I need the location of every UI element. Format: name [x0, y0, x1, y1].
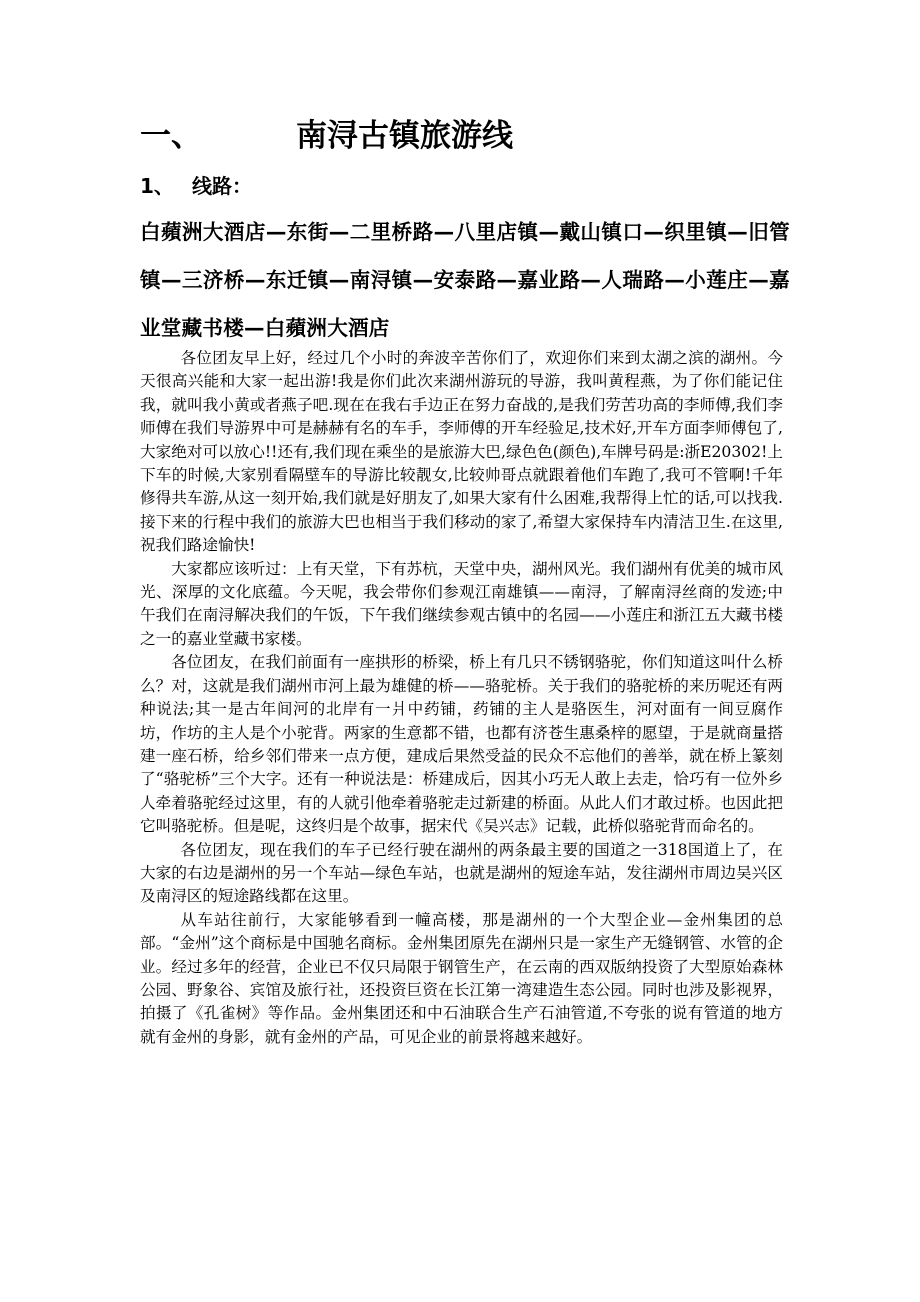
section-heading [140, 110, 800, 162]
route-line: 白蘋洲大酒店—东街—二里桥路—八里店镇—戴山镇口—织里镇—旧管镇—三济桥—东迁镇—南浔镇—安泰路—嘉业路—人瑞路—小莲庄—嘉业堂藏书楼—白蘋洲大酒店 [140, 220, 790, 340]
section-title: 南浔古镇旅游线 [296, 118, 513, 154]
paragraph-overview: 大家都应该听过：上有天堂，下有苏杭，天堂中央，湖州风光。我们湖州有优美的城市风光、深厚的文化底蕴。今天呢，我会带你们参观江南雄镇——南浔，了解南浔丝商的发迹;中午我们在南浔解决我们的午饭，下午我们继续参观古镇中的名园——小莲庄和浙江五大藏书楼之一的嘉业堂藏书家楼。 [140, 559, 783, 648]
section-number: 一、 [140, 118, 202, 154]
subsection-title: 线路： [192, 174, 252, 198]
paragraph-jinzhou-group: 从车站往前行，大家能够看到一幢高楼，那是湖州的一个大型企业—金州集团的总部。“金州”这个商标是中国驰名商标。金州集团原先在湖州只是一家生产无缝钢管、水管的企业。经过多年的经营，企业已不仅只局限于钢管生产，在云南的西双版纳投资了大型原始森林公园、野象谷、宾馆及旅行社，还投资巨资在长江第一湾建造生态公园。同时也涉及影视界，拍摄了《孔雀树》等作品。金州集团还和中石油联合生产石油管道,不夸张的说有管道的地方就有金州的身影，就有金州的产品，可见企业的前景将越来越好。 [140, 910, 783, 1046]
paragraph-camel-bridge: 各位团友，在我们前面有一座拱形的桥梁，桥上有几只不锈钢骆驼，你们知道这叫什么桥么？对，这就是我们湖州市河上最为雄健的桥——骆驼桥。关于我们的骆驼桥的来历呢还有两种说法;其一是古年间河的北岸有一爿中药铺，药铺的主人是骆医生，河对面有一间豆腐作坊，作坊的主人是个小驼背。两家的生意都不错，也都有济苍生惠桑梓的愿望，于是就商量搭建一座石桥，给乡邻们带来一点方便，建成后果然受益的民众不忘他们的善举，就在桥上篆刻了“骆驼桥”三个大字。还有一种说法是：桥建成后，因其小巧无人敢上去走，恰巧有一位外乡人牵着骆驼经过这里，有的人就引他牵着骆驼走过新建的桥面。从此人们才敢过桥。也因此把它叫骆驼桥。但是呢，这终归是个故事，据宋代《吴兴志》记载，此桥似骆驼背而命名的。 [140, 653, 783, 836]
body-text [140, 347, 783, 1049]
subsection-number: 1、 [140, 174, 174, 198]
paragraph-greeting: 各位团友早上好，经过几个小时的奔波辛苦你们了，欢迎你们来到太湖之滨的湖州。今天很高兴能和大家一起出游!我是你们此次来湖州游玩的导游，我叫黄程燕，为了你们能记住我，就叫我小黄或者燕子吧.现在在我右手边正在努力奋战的,是我们劳苦功高的李师傅,我们李师傅在我们导游界中可是赫赫有名的车手，李师傅的开车经验足,技术好,开车方面李师傅包了,大家绝对可以放心!!还有,我们现在乘坐的是旅游大巴,绿色色(颜色),车牌号码是:浙E20302!上下车的时候,大家别看隔壁车的导游比较靓女,比较帅哥点就跟着他们车跑了,我可不管啊!千年修得共车游,从这一刻开始,我们就是好朋友了,如果大家有什么困难,我帮得上忙的话,可以找我.接下来的行程中我们的旅游大巴也相当于我们移动的家了,希望大家保持车内清洁卫生.在这里,祝我们路途愉快! [140, 349, 783, 555]
paragraph-national-road: 各位团友，现在我们的车子已经行驶在湖州的两条最主要的国道之一318国道上了，在大家的右边是湖州的另一个车站—绿色车站，也就是湖州的短途车站，发往湖州市周边吴兴区及南浔区的短途路线都在这里。 [140, 840, 783, 906]
subsection-heading [140, 168, 800, 204]
